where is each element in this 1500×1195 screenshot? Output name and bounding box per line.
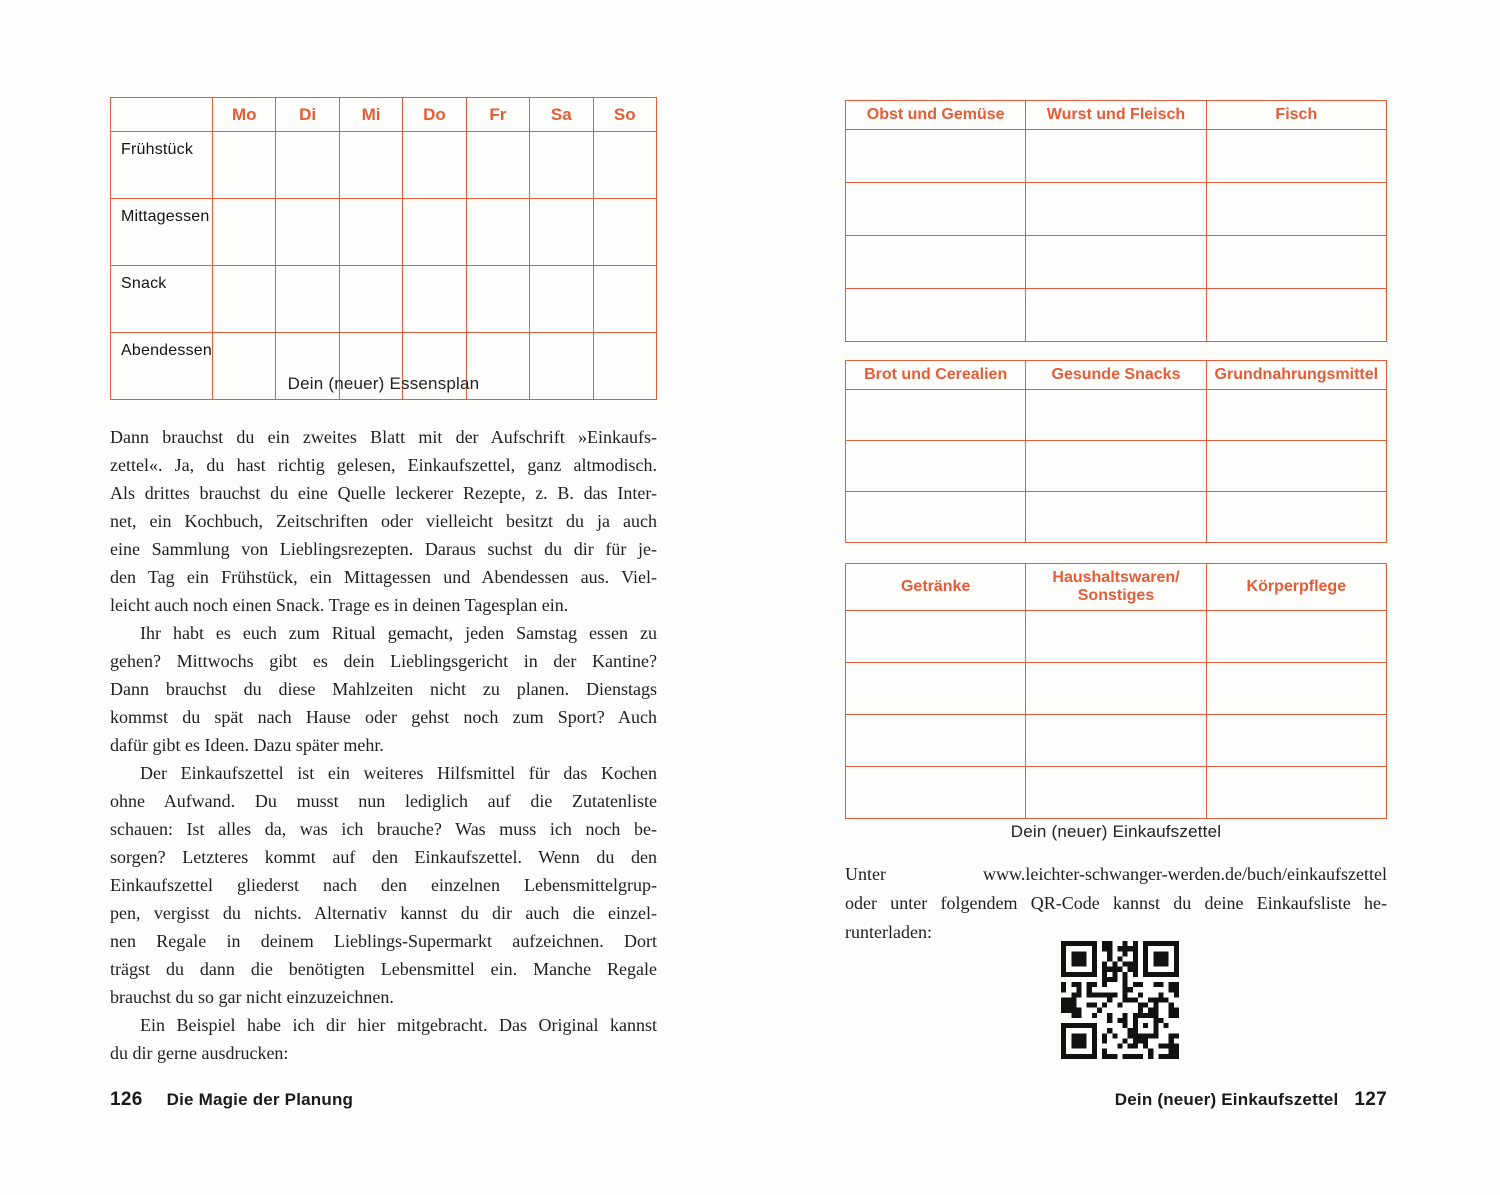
shopping-table-row [846, 767, 1387, 819]
meal-table-day-header: Di [276, 98, 339, 132]
shopping-table-empty-cell [846, 130, 1026, 183]
shopping-table-empty-cell [1026, 289, 1206, 342]
shopping-table-empty-cell [846, 767, 1026, 819]
shopping-table-empty-cell [1206, 715, 1386, 767]
meal-table-day-header: Mi [339, 98, 402, 132]
shopping-table-row [846, 130, 1387, 183]
text-line: Unter www.leichter-schwanger-werden.de/buch/einkaufszettel [845, 864, 1387, 884]
download-text [845, 860, 1387, 947]
running-head-right: Dein (neuer) Einkaufszettel [1114, 1090, 1339, 1109]
text-line: du dir gerne ausdrucken: [110, 1043, 289, 1063]
text-line: dafür gibt es Ideen. Dazu später mehr. [110, 735, 384, 755]
text-line: pen, vergisst du nichts. Alternativ kannst du dir auch die einzel- [110, 903, 657, 923]
shopping-table-row [846, 183, 1387, 236]
page-number-left: 126 [110, 1089, 143, 1110]
text-line: Dann brauchst du ein zweites Blatt mit der Aufschrift »Einkaufs- [110, 427, 657, 447]
shopping-table-empty-cell [1206, 289, 1386, 342]
shopping-table-empty-cell [1026, 390, 1206, 441]
running-head-left: Die Magie der Planung [166, 1090, 354, 1109]
text-line: ohne Aufwand. Du musst nun lediglich auf die Zutatenliste [110, 791, 657, 811]
shopping-table-empty-cell [1026, 767, 1206, 819]
meal-table-day-header: Fr [466, 98, 529, 132]
shopping-table-empty-cell [846, 441, 1026, 492]
shopping-table-header: Gesunde Snacks [1026, 361, 1206, 390]
shopping-table-header: Körperpflege [1206, 564, 1386, 611]
shopping-table-row [846, 236, 1387, 289]
shopping-table-row [846, 289, 1387, 342]
shopping-table-empty-cell [846, 611, 1026, 663]
shopping-table-staples [845, 360, 1387, 543]
shopping-table-empty-cell [1206, 130, 1386, 183]
text-line: nen Regale in deinem Lieblings-Supermarkt aufzeichnen. Dort [110, 931, 657, 951]
shopping-table-header: Getränke [846, 564, 1026, 611]
shopping-table-empty-cell [846, 289, 1026, 342]
shopping-table-empty-cell [1026, 663, 1206, 715]
shopping-table-header: Wurst und Fleisch [1026, 101, 1206, 130]
shopping-table-row [846, 611, 1387, 663]
text-line: Ihr habt es euch zum Ritual gemacht, jeden Samstag essen zu [140, 623, 657, 643]
shopping-table-empty-cell [1206, 611, 1386, 663]
meal-plan-caption: Dein (neuer) Essensplan [287, 374, 480, 393]
shopping-table-empty-cell [1026, 130, 1206, 183]
shopping-table-row [846, 390, 1387, 441]
shopping-table-row [846, 492, 1387, 543]
shopping-table-empty-cell [1206, 236, 1386, 289]
text-line: schauen: Ist alles da, was ich brauche? Was muss ich noch be- [110, 819, 657, 839]
text-line: Als drittes brauchst du eine Quelle leckerer Rezepte, z. B. das Inter- [110, 483, 657, 503]
shopping-table-row [846, 441, 1387, 492]
shopping-table-header: Obst und Gemüse [846, 101, 1026, 130]
shopping-table-empty-cell [1206, 492, 1386, 543]
shopping-table-empty-cell [846, 715, 1026, 767]
text-line: gehen? Mittwochs gibt es dein Lieblingsgericht in der Kantine? [110, 651, 657, 671]
shopping-table-empty-cell [846, 183, 1026, 236]
meal-table-row-label: Snack [111, 266, 213, 333]
text-line: Einkaufszettel gliederst nach den einzelnen Lebensmittelgrup- [110, 875, 657, 895]
shopping-table-empty-cell [1206, 390, 1386, 441]
meal-table-row-label: Mittagessen [111, 199, 213, 266]
qr-code-icon [1061, 941, 1179, 1059]
shopping-table-header: Fisch [1206, 101, 1386, 130]
text-line: kommst du spät nach Hause oder gehst noch zum Sport? Auch [110, 707, 657, 727]
shopping-table-header: Haushaltswaren/ Sonstiges [1026, 564, 1206, 611]
shopping-table-empty-cell [846, 390, 1026, 441]
shopping-table-household [845, 563, 1387, 819]
text-line: den Tag ein Frühstück, ein Mittagessen und Abendessen aus. Viel- [110, 567, 657, 587]
meal-table-row-label: Frühstück [111, 132, 213, 199]
text-line: oder unter folgendem QR-Code kannst du deine Einkaufsliste he- [845, 893, 1387, 913]
shopping-table-header: Grundnahrungsmittel [1206, 361, 1386, 390]
footer-right [1115, 1089, 1387, 1111]
shopping-table-row [846, 715, 1387, 767]
text-line: Ein Beispiel habe ich dir hier mitgebracht. Das Original kannst [140, 1015, 657, 1035]
shopping-table-empty-cell [1206, 183, 1386, 236]
shopping-table-empty-cell [846, 492, 1026, 543]
shopping-table-empty-cell [1026, 441, 1206, 492]
shopping-table-empty-cell [1026, 611, 1206, 663]
meal-table-day-header: Do [403, 98, 466, 132]
shopping-table-empty-cell [1026, 236, 1206, 289]
shopping-table-empty-cell [1026, 183, 1206, 236]
shopping-table-empty-cell [846, 663, 1026, 715]
text-line: net, ein Kochbuch, Zeitschriften oder vielleicht besitzt du ja auch [110, 511, 657, 531]
text-line: trägst du dann die benötigten Lebensmittel ein. Manche Regale [110, 959, 657, 979]
meal-table-day-header: So [593, 98, 656, 132]
text-line: zettel«. Ja, du hast richtig gelesen, Einkaufszettel, ganz altmodisch. [110, 455, 657, 475]
text-line: eine Sammlung von Lieblingsrezepten. Daraus suchst du dir für je- [110, 539, 657, 559]
text-line: runterladen: [845, 922, 932, 942]
shopping-table-header: Brot und Cerealien [846, 361, 1026, 390]
shopping-table-empty-cell [846, 236, 1026, 289]
meal-table-day-header: Sa [530, 98, 593, 132]
shopping-table-empty-cell [1026, 715, 1206, 767]
text-line: Dann brauchst du diese Mahlzeiten nicht zu planen. Dienstags [110, 679, 657, 699]
shopping-table-row [846, 663, 1387, 715]
shopping-table-fresh [845, 100, 1387, 342]
shopping-table-empty-cell [1206, 767, 1386, 819]
text-line: sorgen? Letzteres kommt auf den Einkaufszettel. Wenn du den [110, 847, 657, 867]
text-line: Der Einkaufszettel ist ein weiteres Hilfsmittel für das Kochen [140, 763, 657, 783]
page-number-right: 127 [1354, 1089, 1387, 1110]
text-line: leicht auch noch einen Snack. Trage es in deinen Tagesplan ein. [110, 595, 569, 615]
text-line: brauchst du so gar nicht einzuzeichnen. [110, 987, 394, 1007]
shopping-table-empty-cell [1026, 492, 1206, 543]
meal-table-row-label: Abendessen [111, 333, 213, 400]
shopping-table-empty-cell [1206, 663, 1386, 715]
shopping-table-empty-cell [1206, 441, 1386, 492]
shopping-list-caption: Dein (neuer) Einkaufszettel [1010, 822, 1222, 841]
meal-table-day-header: Mo [213, 98, 276, 132]
